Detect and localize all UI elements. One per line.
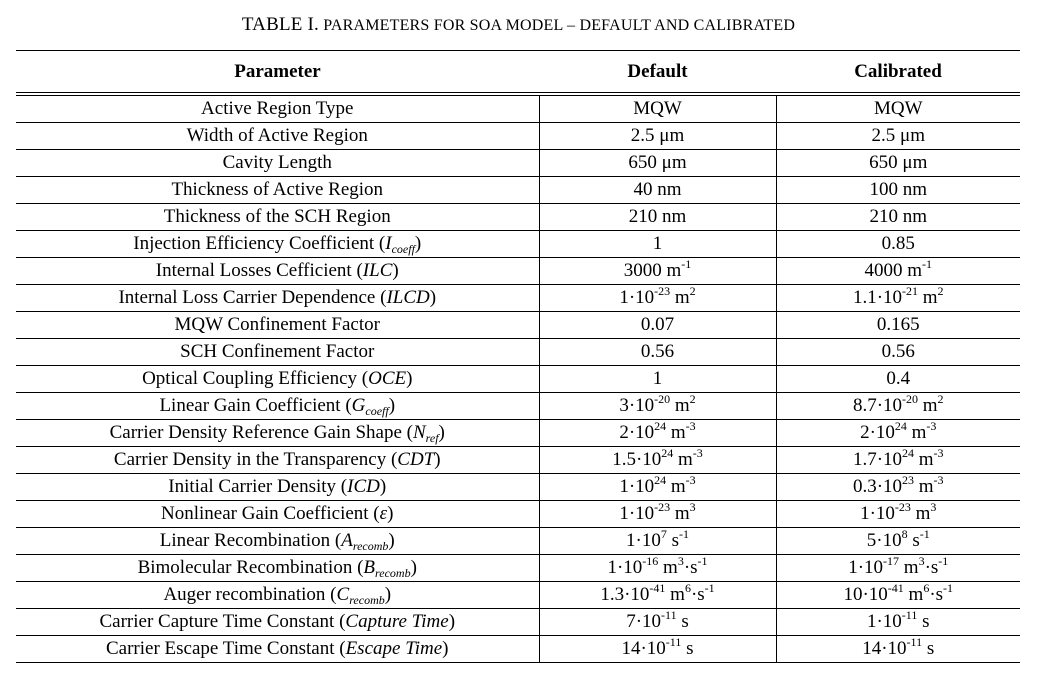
- cell-text: ): [448, 611, 456, 632]
- parameter-cell: [16, 528, 539, 555]
- cell-text: s: [917, 611, 930, 632]
- superscript: -1: [922, 257, 933, 271]
- cell-text: 14·10: [862, 638, 907, 659]
- cell-text: m: [670, 395, 690, 416]
- cell-text: 0.3·10: [852, 476, 903, 497]
- row-capture-time: [16, 609, 1020, 636]
- default-value-cell: [539, 501, 776, 528]
- calibrated-value-cell: [776, 609, 1020, 636]
- header-calibrated: Calibrated: [776, 51, 1020, 95]
- cell-text: m: [918, 287, 938, 308]
- default-value-cell: [539, 393, 776, 420]
- superscript: -3: [926, 419, 937, 433]
- cell-text: 4000 m: [864, 260, 923, 281]
- row-nonlinear-gain: [16, 501, 1020, 528]
- cell-text: 0.85: [881, 233, 915, 254]
- superscript: 6: [923, 581, 930, 595]
- parameter-cell: [16, 447, 539, 474]
- superscript: 24: [654, 419, 667, 433]
- cell-text: MQW: [633, 98, 682, 119]
- header-default: Default: [539, 51, 776, 95]
- italic-symbol: Capture Time: [345, 611, 449, 632]
- cell-text: ): [387, 503, 394, 524]
- default-value-cell: [539, 94, 776, 123]
- calibrated-value-cell: [776, 555, 1020, 582]
- calibrated-value-cell: [776, 258, 1020, 285]
- cell-text: MQW Confinement Factor: [174, 314, 380, 335]
- default-value-cell: [539, 204, 776, 231]
- row-optical-coupling: [16, 366, 1020, 393]
- cell-text: 14·10: [621, 638, 666, 659]
- default-value-cell: [539, 231, 776, 258]
- subscript: ref: [425, 431, 439, 445]
- parameter-cell: [16, 339, 539, 366]
- cell-text: 1.5·10: [612, 449, 662, 470]
- superscript: 3: [918, 554, 925, 568]
- cell-text: ·s: [929, 584, 944, 605]
- cell-text: 0.56: [640, 341, 675, 362]
- superscript: -3: [933, 446, 944, 460]
- superscript: 2: [937, 392, 944, 406]
- cell-text: ·s: [690, 584, 705, 605]
- default-value-cell: [539, 177, 776, 204]
- cell-text: 3·10: [619, 395, 655, 416]
- superscript: 6: [684, 581, 691, 595]
- row-internal-loss-carrier: [16, 285, 1020, 312]
- cell-text: Auger recombination (: [163, 584, 337, 605]
- cell-text: SCH Confinement Factor: [180, 341, 375, 362]
- cell-text: ): [388, 530, 395, 551]
- cell-text: 1: [652, 233, 663, 254]
- subscript: recomb: [349, 593, 385, 607]
- superscript: 2: [689, 284, 696, 298]
- parameter-cell: [16, 94, 539, 123]
- superscript: 3: [930, 500, 937, 514]
- parameter-cell: [16, 420, 539, 447]
- cell-text: m: [903, 584, 924, 605]
- superscript: 3: [689, 500, 696, 514]
- cell-text: ): [438, 422, 445, 443]
- italic-symbol: OCE: [368, 368, 407, 389]
- cell-text: s: [666, 530, 679, 551]
- calibrated-value-cell: [776, 231, 1020, 258]
- cell-text: s: [681, 638, 694, 659]
- cell-text: 40 nm: [633, 179, 682, 200]
- calibrated-value-cell: [776, 636, 1020, 663]
- header-parameter: Parameter: [16, 51, 539, 95]
- table-caption-label: TABLE I.: [241, 14, 319, 35]
- superscript: -23: [654, 284, 671, 298]
- parameter-cell: [16, 474, 539, 501]
- parameter-cell: [16, 231, 539, 258]
- calibrated-value-cell: [776, 285, 1020, 312]
- italic-symbol: G: [351, 395, 366, 416]
- cell-text: 8.7·10: [852, 395, 903, 416]
- superscript: -17: [883, 554, 900, 568]
- cell-text: ): [442, 638, 449, 659]
- row-thickness-sch-region: [16, 204, 1020, 231]
- cell-text: 3000 m: [623, 260, 682, 281]
- superscript: 24: [661, 446, 674, 460]
- cell-text: 0.07: [640, 314, 675, 335]
- cell-text: 2.5 μm: [630, 125, 685, 146]
- cell-text: 2·10: [860, 422, 895, 443]
- superscript: -21: [902, 284, 919, 298]
- cell-text: 1·10: [619, 476, 655, 497]
- cell-text: Initial Carrier Density (: [168, 476, 348, 497]
- cell-text: Cavity Length: [222, 152, 332, 173]
- default-value-cell: [539, 582, 776, 609]
- calibrated-value-cell: [776, 177, 1020, 204]
- superscript: -1: [678, 527, 689, 541]
- cell-text: Carrier Density in the Transparency (: [113, 449, 398, 470]
- superscript: -3: [692, 446, 703, 460]
- parameter-cell: [16, 123, 539, 150]
- cell-text: 1·10: [607, 557, 643, 578]
- row-cavity-length: [16, 150, 1020, 177]
- superscript: 24: [654, 473, 667, 487]
- cell-text: 1.7·10: [852, 449, 903, 470]
- subscript: recomb: [375, 566, 411, 580]
- subscript: coeff: [365, 404, 389, 418]
- cell-text: 210 nm: [628, 206, 687, 227]
- cell-text: 650 μm: [869, 152, 928, 173]
- cell-text: s: [907, 530, 920, 551]
- italic-symbol: ε: [379, 503, 388, 524]
- cell-text: m: [670, 503, 690, 524]
- superscript: 23: [902, 473, 915, 487]
- superscript: -41: [649, 581, 666, 595]
- row-active-region-type: [16, 94, 1020, 123]
- cell-text: Carrier Density Reference Gain Shape (: [109, 422, 413, 443]
- cell-text: Thickness of the SCH Region: [163, 206, 391, 227]
- calibrated-value-cell: [776, 528, 1020, 555]
- calibrated-value-cell: [776, 94, 1020, 123]
- superscript: -3: [685, 419, 696, 433]
- parameter-cell: [16, 312, 539, 339]
- superscript: 2: [937, 284, 944, 298]
- cell-text: ): [388, 395, 396, 416]
- row-initial-carrier-density: [16, 474, 1020, 501]
- default-value-cell: [539, 636, 776, 663]
- cell-text: Internal Losses Cefficient (: [155, 260, 363, 281]
- cell-text: Linear Gain Coefficient (: [159, 395, 352, 416]
- italic-symbol: A: [341, 530, 353, 551]
- table-caption: [0, 14, 1037, 36]
- calibrated-value-cell: [776, 123, 1020, 150]
- cell-text: 1·10: [848, 557, 884, 578]
- row-escape-time: [16, 636, 1020, 663]
- calibrated-value-cell: [776, 393, 1020, 420]
- cell-text: 1·10: [626, 530, 661, 551]
- superscript: 24: [894, 419, 907, 433]
- calibrated-value-cell: [776, 447, 1020, 474]
- superscript: -3: [933, 473, 944, 487]
- parameter-cell: [16, 555, 539, 582]
- cell-text: m: [914, 476, 934, 497]
- superscript: 2: [689, 392, 696, 406]
- cell-text: s: [922, 638, 935, 659]
- cell-text: 1·10: [860, 503, 895, 524]
- cell-text: ): [414, 233, 422, 254]
- calibrated-value-cell: [776, 474, 1020, 501]
- superscript: -11: [901, 608, 918, 622]
- italic-symbol: Escape Time: [345, 638, 443, 659]
- row-injection-efficiency: [16, 231, 1020, 258]
- cell-text: Thickness of Active Region: [171, 179, 384, 200]
- cell-text: s: [676, 611, 689, 632]
- cell-text: m: [673, 449, 693, 470]
- italic-symbol: CDT: [397, 449, 435, 470]
- parameter-cell: [16, 258, 539, 285]
- cell-text: m: [658, 557, 678, 578]
- cell-text: m: [665, 584, 685, 605]
- cell-text: ): [429, 287, 437, 308]
- superscript: -1: [943, 581, 954, 595]
- cell-text: 1.1·10: [852, 287, 903, 308]
- default-value-cell: [539, 447, 776, 474]
- calibrated-value-cell: [776, 582, 1020, 609]
- italic-symbol: N: [412, 422, 426, 443]
- cell-text: ): [384, 584, 392, 605]
- table-body: [16, 94, 1020, 663]
- cell-text: Width of Active Region: [186, 125, 368, 146]
- cell-text: m: [906, 422, 927, 443]
- cell-text: ): [406, 368, 413, 389]
- cell-text: 0.56: [881, 341, 915, 362]
- superscript: 7: [660, 527, 667, 541]
- superscript: -16: [642, 554, 659, 568]
- cell-text: ·s: [924, 557, 939, 578]
- cell-text: m: [914, 449, 934, 470]
- parameter-cell: [16, 501, 539, 528]
- cell-text: 1: [652, 368, 663, 389]
- superscript: 3: [677, 554, 684, 568]
- superscript: 8: [901, 527, 908, 541]
- row-linear-recombination: [16, 528, 1020, 555]
- cell-text: Injection Efficiency Coefficient (: [133, 233, 386, 254]
- cell-text: 2.5 μm: [871, 125, 925, 146]
- cell-text: MQW: [873, 98, 923, 119]
- parameter-cell: [16, 636, 539, 663]
- cell-text: Linear Recombination (: [159, 530, 342, 551]
- cell-text: 2·10: [619, 422, 655, 443]
- cell-text: ): [379, 476, 387, 497]
- parameter-cell: [16, 582, 539, 609]
- italic-symbol: ILC: [362, 260, 393, 281]
- row-mqw-confinement: [16, 312, 1020, 339]
- cell-text: m: [666, 422, 686, 443]
- calibrated-value-cell: [776, 366, 1020, 393]
- row-bimolecular-recombination: [16, 555, 1020, 582]
- cell-text: m: [899, 557, 919, 578]
- superscript: -1: [919, 527, 930, 541]
- default-value-cell: [539, 312, 776, 339]
- italic-symbol: B: [363, 557, 376, 578]
- cell-text: Optical Coupling Efficiency (: [142, 368, 369, 389]
- cell-text: 10·10: [843, 584, 888, 605]
- superscript: -11: [906, 635, 923, 649]
- calibrated-value-cell: [776, 420, 1020, 447]
- table-header-row: [16, 51, 1020, 95]
- cell-text: 0.4: [886, 368, 911, 389]
- italic-symbol: I: [385, 233, 392, 254]
- cell-text: Nonlinear Gain Coefficient (: [161, 503, 380, 524]
- row-thickness-active-region: [16, 177, 1020, 204]
- cell-text: 1·10: [619, 287, 655, 308]
- default-value-cell: [539, 366, 776, 393]
- italic-symbol: ILCD: [386, 287, 430, 308]
- cell-text: 650 μm: [628, 152, 687, 173]
- default-value-cell: [539, 420, 776, 447]
- default-value-cell: [539, 474, 776, 501]
- row-sch-confinement: [16, 339, 1020, 366]
- calibrated-value-cell: [776, 312, 1020, 339]
- default-value-cell: [539, 285, 776, 312]
- cell-text: m: [670, 287, 690, 308]
- cell-text: m: [666, 476, 686, 497]
- superscript: -1: [681, 257, 692, 271]
- cell-text: ): [434, 449, 441, 470]
- parameter-cell: [16, 150, 539, 177]
- superscript: -1: [697, 554, 708, 568]
- cell-text: Carrier Capture Time Constant (: [99, 611, 346, 632]
- calibrated-value-cell: [776, 150, 1020, 177]
- default-value-cell: [539, 528, 776, 555]
- cell-text: 1·10: [619, 503, 655, 524]
- parameter-cell: [16, 393, 539, 420]
- calibrated-value-cell: [776, 204, 1020, 231]
- parameter-cell: [16, 366, 539, 393]
- cell-text: Internal Loss Carrier Dependence (: [118, 287, 387, 308]
- cell-text: 210 nm: [869, 206, 928, 227]
- superscript: 24: [902, 446, 915, 460]
- cell-text: 7·10: [626, 611, 662, 632]
- subscript: recomb: [352, 539, 389, 553]
- cell-text: 0.165: [876, 314, 920, 335]
- cell-text: ): [410, 557, 417, 578]
- superscript: -11: [661, 608, 677, 622]
- default-value-cell: [539, 555, 776, 582]
- superscript: -20: [902, 392, 919, 406]
- default-value-cell: [539, 609, 776, 636]
- calibrated-value-cell: [776, 339, 1020, 366]
- row-carrier-density-ref: [16, 420, 1020, 447]
- superscript: -23: [654, 500, 671, 514]
- row-linear-gain: [16, 393, 1020, 420]
- superscript: -20: [654, 392, 671, 406]
- cell-text: ): [392, 260, 399, 281]
- parameter-cell: [16, 177, 539, 204]
- cell-text: 1.3·10: [600, 584, 650, 605]
- superscript: -23: [894, 500, 911, 514]
- cell-text: 5·10: [866, 530, 902, 551]
- superscript: -11: [665, 635, 682, 649]
- default-value-cell: [539, 258, 776, 285]
- row-carrier-density-transparency: [16, 447, 1020, 474]
- italic-symbol: ICD: [347, 476, 380, 497]
- cell-text: ·s: [683, 557, 698, 578]
- superscript: -1: [938, 554, 949, 568]
- table-caption-text: PARAMETERS FOR SOA MODEL – DEFAULT AND CALIBRATED: [323, 17, 796, 34]
- row-width-active-region: [16, 123, 1020, 150]
- parameter-cell: [16, 204, 539, 231]
- cell-text: Active Region Type: [201, 98, 354, 119]
- default-value-cell: [539, 339, 776, 366]
- soa-parameters-table: [16, 50, 1020, 663]
- cell-text: m: [910, 503, 931, 524]
- cell-text: 100 nm: [869, 179, 928, 200]
- row-auger-recombination: [16, 582, 1020, 609]
- parameter-cell: [16, 285, 539, 312]
- cell-text: m: [918, 395, 938, 416]
- row-internal-losses: [16, 258, 1020, 285]
- calibrated-value-cell: [776, 501, 1020, 528]
- subscript: coeff: [391, 242, 415, 256]
- superscript: -3: [685, 473, 696, 487]
- italic-symbol: C: [336, 584, 350, 605]
- cell-text: Carrier Escape Time Constant (: [106, 638, 346, 659]
- superscript: -1: [704, 581, 715, 595]
- cell-text: Bimolecular Recombination (: [137, 557, 364, 578]
- superscript: -41: [887, 581, 904, 595]
- parameter-cell: [16, 609, 539, 636]
- default-value-cell: [539, 150, 776, 177]
- cell-text: 1·10: [866, 611, 902, 632]
- default-value-cell: [539, 123, 776, 150]
